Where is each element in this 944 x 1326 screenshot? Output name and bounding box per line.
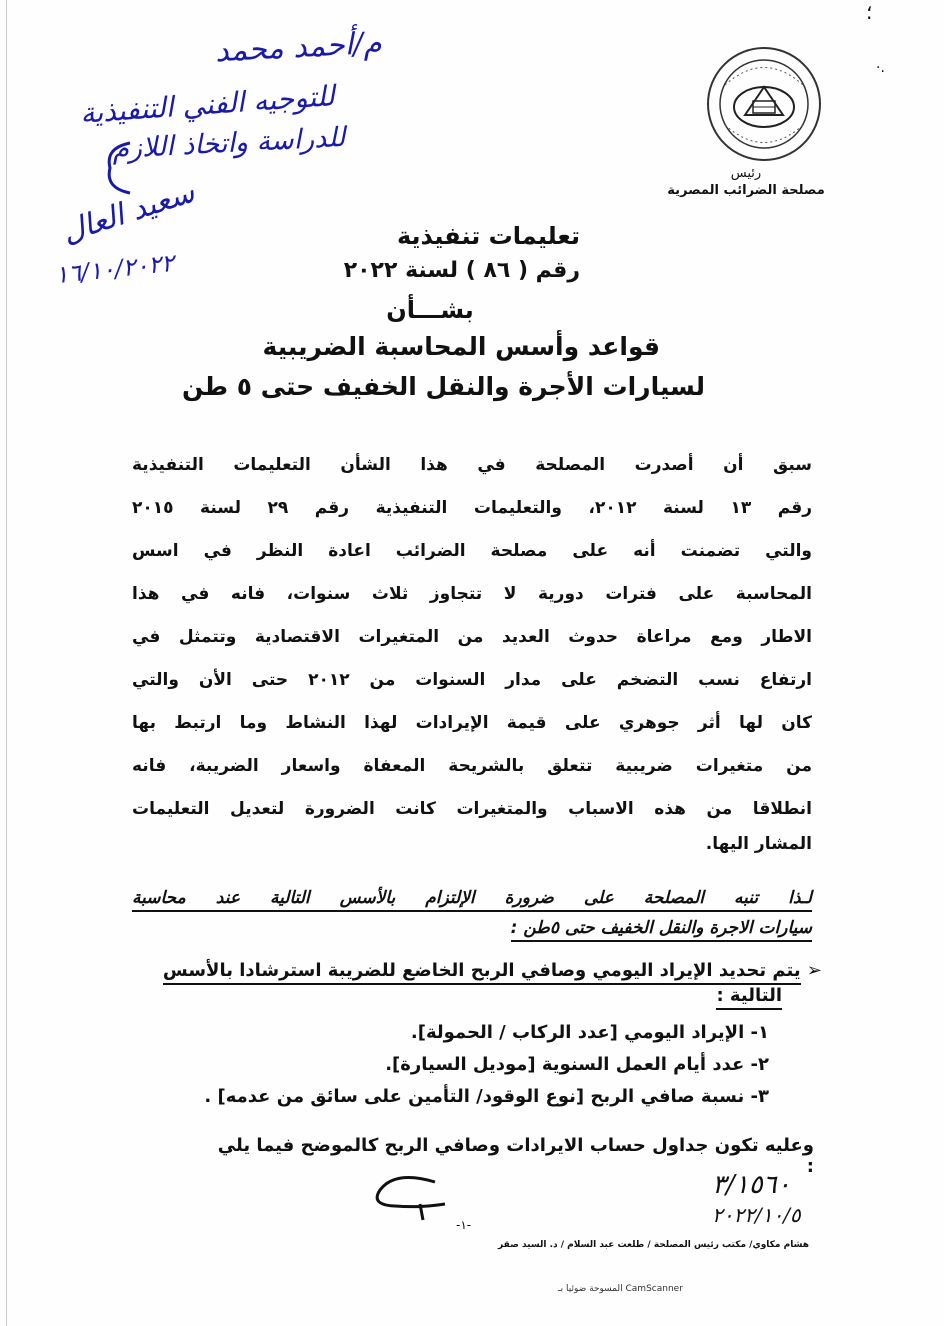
doc-title: تعليمات تنفيذية [396, 222, 580, 250]
footer-scanner: المسوحة ضوئيا بـ CamScanner [558, 1284, 683, 1294]
footer-names: هشام مكاوي/ مكتب رئيس المصلحة / طلعت عبد السلام / د. السيد صقر [498, 1240, 809, 1250]
corner-dot: ·. [876, 60, 885, 76]
doc-subject-line2: لسيارات الأجرة والنقل الخفيف حتى ٥ طن [181, 372, 705, 401]
list-item: ١- الإيراد اليومي [عدد الركاب / الحمولة]. [410, 1022, 769, 1043]
body-line: المشار اليها. [705, 834, 812, 854]
notice-line1 [132, 888, 812, 908]
page-number: -١- [456, 1218, 472, 1232]
body-line: رقم ١٣ لسنة ٢٠١٢، والتعليمات التنفيذية رقم ٢٩ لسنة ٢٠١٥ [132, 498, 812, 518]
list-item: ٢- عدد أيام العمل السنوية [موديل السيارة]. [385, 1054, 769, 1075]
body-line: ارتفاع نسب التضخم على مدار السنوات من ٢٠١٢ حتى الأن والتي [132, 670, 812, 690]
body-line: الاطار ومع مراعاة حدوث العديد من المتغيرات الاقتصادية وتتمثل في [132, 627, 812, 647]
bullet-text: يتم تحديد الإيراد اليومي وصافي الربح الخاضع للضريبة استرشادا بالأسس [163, 960, 801, 985]
handwritten-signature: سعيد العال [57, 174, 199, 251]
handwritten-bracket-icon [100, 138, 140, 198]
body-line: من متغيرات ضريبية تتعلق بالشريحة المعفاة واسعار الضريبة، فانه [132, 756, 812, 776]
body-line: المحاسبة على فترات دورية لا تتجاوز ثلاث سنوات، فانه في هذا [132, 584, 812, 604]
doc-regarding: بشـــأن [386, 296, 474, 324]
corner-mark: ؛ [866, 0, 873, 24]
tax-authority-seal-icon [705, 45, 823, 163]
body-line: والتي تضمنت أنه على مصلحة الضرائب اعادة النظر في اسس [132, 541, 812, 561]
notice-line2-text: سيارات الاجرة والنقل الخفيف حتى ٥طن : [511, 918, 812, 942]
doc-number: رقم ( ٨٦ ) لسنة ٢٠٢٢ [343, 258, 580, 283]
notice-line1-text: لـذا تنبه المصلحة على ضرورة الإلتزام بالأسس التالية عند محاسبة [132, 888, 812, 912]
list-item: ٣- نسبة صافي الربح [نوع الوقود/ التأمين على سائق من عدمه] . [204, 1086, 769, 1107]
header-title: رئيس [730, 166, 762, 181]
handwritten-ref-number: ٣/١٥٦٠ [712, 1170, 791, 1200]
doc-subject-line1: قواعد وأسس المحاسبة الضريبية [262, 332, 660, 361]
bullet-item [132, 960, 822, 1006]
notice-line2 [132, 918, 812, 938]
bullet-line2 [132, 985, 822, 1006]
handwritten-note-3: للدراسة واتخاذ اللازم [111, 121, 347, 166]
bullet-text-2: التالية : [716, 985, 782, 1010]
handwritten-ref-date: ٢٠٢٢/١٠/٥ [712, 1203, 801, 1227]
handwritten-date: ١٦/١٠/٢٠٢٢ [53, 248, 176, 290]
signature-mark [365, 1170, 455, 1230]
scan-edge [6, 0, 7, 1326]
closing-line: وعليه تكون جداول حساب الايرادات وصافي الربح كالموضح فيما يلي : [217, 1135, 814, 1177]
handwritten-note-2: للتوجيه الفني التنفيذية [79, 79, 336, 130]
body-line: سبق أن أصدرت المصلحة في هذا الشأن التعليمات التنفيذية [132, 455, 812, 475]
bullet-arrow-icon: ➢ [806, 960, 822, 981]
bullet-line1 [132, 960, 822, 981]
body-line: انطلاقا من هذه الاسباب والمتغيرات كانت الضرورة لتعديل التعليمات [132, 799, 812, 819]
body-line: كان لها أثر جوهري على قيمة الإيرادات لهذا النشاط وما ارتبط بها [132, 713, 812, 733]
handwritten-note-1: م/أحمد محمد [214, 25, 383, 70]
header-org: مصلحة الضرائب المصرية [667, 183, 825, 198]
